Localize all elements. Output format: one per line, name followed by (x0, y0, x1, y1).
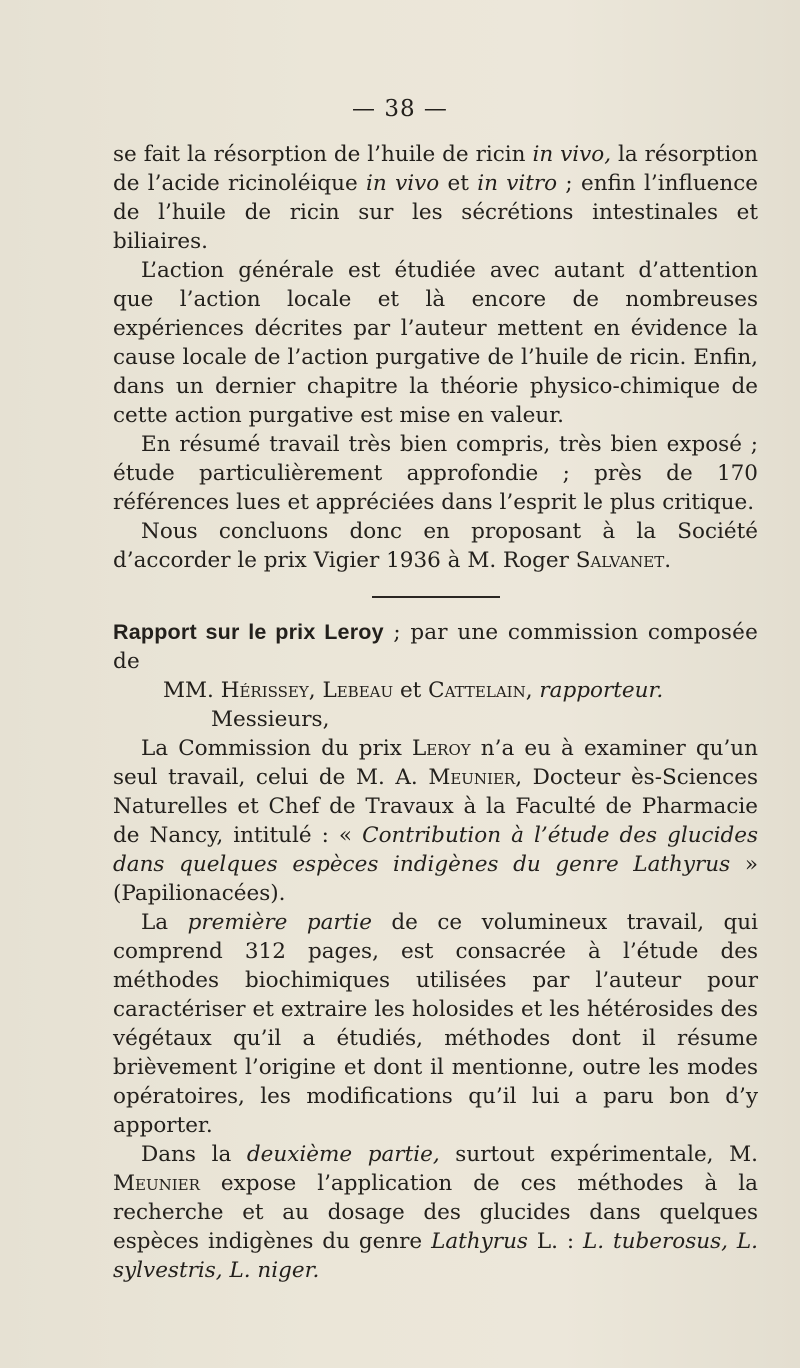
text-run: de ce volumineux travail, qui comprend 312 pages, est consacrée à l’étude des méthodes biochimiques utilisées par l’auteur pour caractériser et extraire les holosides et les hétérosides des végétaux qu’il a étudiés, méthodes dont il résume brièvement l’origine et dont il mentionne, outre les modes opératoires, les modifications qu’il lui a paru bon d’y apporter. (113, 910, 759, 1138)
prize-name: Leroy (411, 736, 471, 761)
text-run: surtout expérimentale, M. (439, 1142, 759, 1167)
text-run: Dans la (141, 1142, 247, 1167)
leroy-report (113, 618, 758, 1285)
text-run: Nous concluons donc en proposant à la Société d’accorder le prix Vigier 1936 à M. Roger (113, 519, 758, 573)
text-run: expose l’application de ces méthodes à la recherche et au dosage des glucides dans quelques espèces indigènes du genre (113, 1171, 758, 1254)
text-run: L. : (527, 1229, 584, 1254)
section-divider (372, 596, 500, 598)
italic-term: première partie (187, 910, 372, 935)
text-run: se fait la résorption de l’huile de ricin (113, 142, 533, 167)
paragraph-conclusion (113, 517, 758, 575)
text-run: et (393, 678, 429, 703)
member-name: Cattelain (428, 678, 526, 703)
paragraph-premiere-partie (113, 908, 758, 1140)
text-run: La Commission du prix (141, 736, 412, 761)
report-title: Rapport sur le prix Leroy (113, 620, 384, 644)
commission-members (113, 676, 758, 705)
italic-term: deuxième partie, (246, 1142, 440, 1167)
text-run: , (308, 678, 323, 703)
report-title-rest: ; par une commission composée de (113, 620, 758, 674)
text-run: , Docteur ès-Sciences Naturelles et Chef de Travaux à la Faculté de Pharmacie de Nancy, intitulé : « (113, 765, 758, 848)
text-run: la résorption de l’acide ricinoléique (113, 142, 758, 196)
text-run: La (141, 910, 188, 935)
italic-term: in vitro (477, 171, 558, 196)
text-run: n’a eu à examiner qu’un seul travail, celui de M. A. (113, 736, 758, 790)
text-run: » (Papilionacées). (113, 852, 758, 906)
paragraph-action-generale: L’action générale est étudiée avec autant d’attention que l’action locale et là encore de nombreuses expériences décrites par l’auteur mettent en évidence la cause locale de l’action purgative de l’huile de ricin. Enfin, dans un dernier chapitre la théorie physico-chimique de cette action purgative est mise en valeur. (113, 258, 758, 428)
paragraph-deuxieme-partie (113, 1140, 758, 1285)
genus-name: Lathyrus (431, 1229, 528, 1254)
work-title: Contribution à l’étude des glucides dans quelques espèces indigènes du genre Lathyrus (113, 823, 758, 877)
paragraph-resorption (113, 140, 758, 256)
paragraph-commission (113, 734, 758, 908)
text-run: , (525, 678, 540, 703)
text-run: ; enfin l’influence de l’huile de ricin sur les sécrétions intestinales et biliaires. (113, 171, 758, 254)
italic-term: in vivo (366, 171, 440, 196)
author-name: Meunier (113, 1171, 200, 1196)
report-heading (113, 618, 758, 676)
text-run: . (664, 548, 672, 573)
salutation: Messieurs, (211, 707, 330, 732)
text-run: et (439, 171, 478, 196)
rapporteur-label: rapporteur. (539, 678, 664, 703)
text-run: MM. (163, 678, 221, 703)
page-number: — 38 — (352, 96, 448, 122)
member-name: Lebeau (322, 678, 394, 703)
continued-report-text (113, 140, 758, 575)
italic-term: in vivo, (532, 142, 612, 167)
author-name: Meunier (428, 765, 516, 790)
member-name: Hérissey (220, 678, 309, 703)
paragraph-resume: En résumé travail très bien compris, très bien exposé ; étude particulièrement approfondie ; près de 170 références lues et appréciées dans l’esprit le plus critique. (113, 432, 758, 515)
author-name: Salvanet (575, 548, 665, 573)
species-list: L. tuberosus, L. sylvestris, L. niger. (113, 1229, 759, 1283)
